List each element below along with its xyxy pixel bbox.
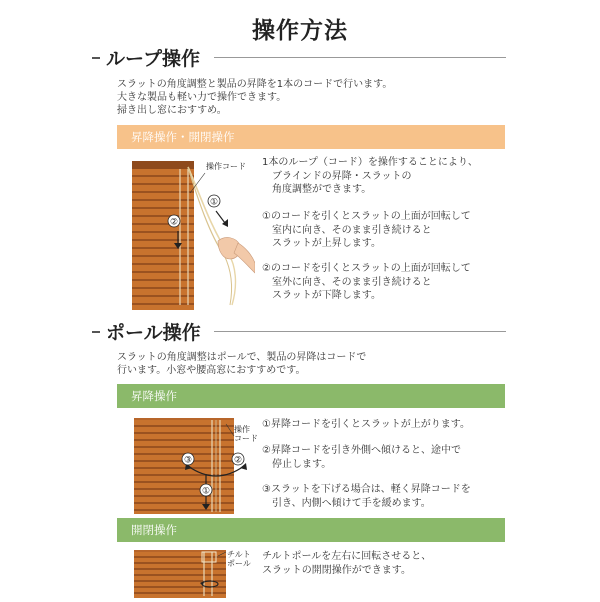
blind-slat-shadow [134,439,234,441]
blind-slat [134,483,234,488]
blind-slat [132,193,194,199]
blind-slat-shadow [132,303,194,305]
pole-intro: スラットの角度調整はポールで、製品の昇降はコードで 行います。小窓や腰高窓におすすめです。 [117,352,367,376]
blind-slat [132,273,194,279]
blind-slat [132,281,194,287]
pole-section-title: ポール操作 [106,322,201,344]
blind-slat [132,241,194,247]
blind-slat-shadow [132,207,194,209]
lift-marker-2: ② [233,455,243,466]
blind-slat [132,265,194,271]
lift-step-3: ③スラットを下げる場合は、軽く昇降コードを 引き、内側へ傾けて手を緩めます。 [262,484,471,509]
loop-marker-1: ① [209,197,219,208]
loop-cord-label: 操作コード [206,162,246,171]
blind-slat-shadow [132,215,194,217]
lift-marker-1: ① [201,486,211,497]
blind-slat [132,297,194,303]
pole-lift-bar: 昇降操作 [117,384,505,408]
loop-illustration [130,155,255,310]
blind-slat-shadow [134,425,234,427]
blind-slat [132,217,194,223]
blind-slat-shadow [132,263,194,265]
blind-slat [134,490,234,495]
blind-slat [134,427,234,432]
blind-slat-shadow [134,432,234,434]
tilt-pole-label: チルト ポール [227,550,251,568]
blind-slat-shadow [134,446,234,448]
section-dash [92,57,100,59]
blind-slat-shadow [134,509,234,511]
blind-slat [132,177,194,183]
blind-slat-shadow [132,255,194,257]
blind-slat [132,185,194,191]
blind-slat-shadow [132,239,194,241]
blind-slat-shadow [132,199,194,201]
loop-operation-bar: 昇降操作・開閉操作 [117,125,505,149]
blind-slat [132,209,194,215]
blind-slat-shadow [134,488,234,490]
blind-slat [134,504,234,509]
loop-step-2: ②のコードを引くとスラットの上面が回転して 室外に向き、そのまま引き続けると スラットが下降します。 [262,263,471,301]
blind-slat-shadow [132,231,194,233]
blind-slat [132,257,194,263]
lift-step-1: ①昇降コードを引くとスラットが上がります。 [262,419,470,430]
blind-slat [132,249,194,255]
blind-slat [134,441,234,446]
blind-slat-shadow [132,287,194,289]
blind-slat-shadow [134,502,234,504]
section-divider [214,331,506,332]
loop-description: 1本のループ（コード）を操作することにより、 ブラインドの昇降・スラットの 角度調整ができます。 [262,157,478,195]
blind-slat [134,469,234,474]
blind-slat-shadow [134,481,234,483]
blind-slat [132,201,194,207]
blind-slat [132,289,194,295]
tilt-illustration [130,548,230,598]
blind-slat-shadow [132,295,194,297]
blind-slat-shadow [132,191,194,193]
blind-slat-shadow [134,495,234,497]
blind-slat [132,225,194,231]
pole-tilt-bar: 開閉操作 [117,518,505,542]
lift-step-2: ②昇降コードを引き外側へ傾けると、途中で 停止します。 [262,445,461,470]
blind-slat-shadow [132,175,194,177]
blind-slat-shadow [132,223,194,225]
blind-slat [132,305,194,310]
loop-intro: スラットの角度調整と製品の昇降を1本のコードで行います。 大きな製品も軽い力で操作できます。 掃き出し窓におすすめ。 [117,79,393,116]
blind-slat-shadow [132,271,194,273]
loop-section-title: ループ操作 [106,48,201,70]
blind-slat [132,233,194,239]
blind-slat [132,169,194,175]
blind-slat [134,448,234,453]
blind-slat-shadow [132,247,194,249]
page-title: 操作方法 [252,18,348,44]
pole-cord-label: 操作 コード [234,425,258,443]
tilt-description: チルトポールを左右に回転させると、 スラットの開閉操作ができます。 [262,551,432,576]
blind-slat [134,434,234,439]
section-dash [92,331,100,333]
section-divider [214,57,506,58]
blind-slat [134,511,234,514]
blind-slat [134,497,234,502]
blind-slat-shadow [134,467,234,469]
blind-slat [134,476,234,481]
blind-slat-shadow [132,183,194,185]
blind-slat-shadow [132,279,194,281]
loop-marker-2: ② [169,217,179,228]
lift-marker-3: ③ [183,455,193,466]
loop-step-1: ①のコードを引くとスラットの上面が回転して 室内に向き、そのまま引き続けると スラットが上昇します。 [262,211,471,249]
blind-slat [134,420,234,425]
